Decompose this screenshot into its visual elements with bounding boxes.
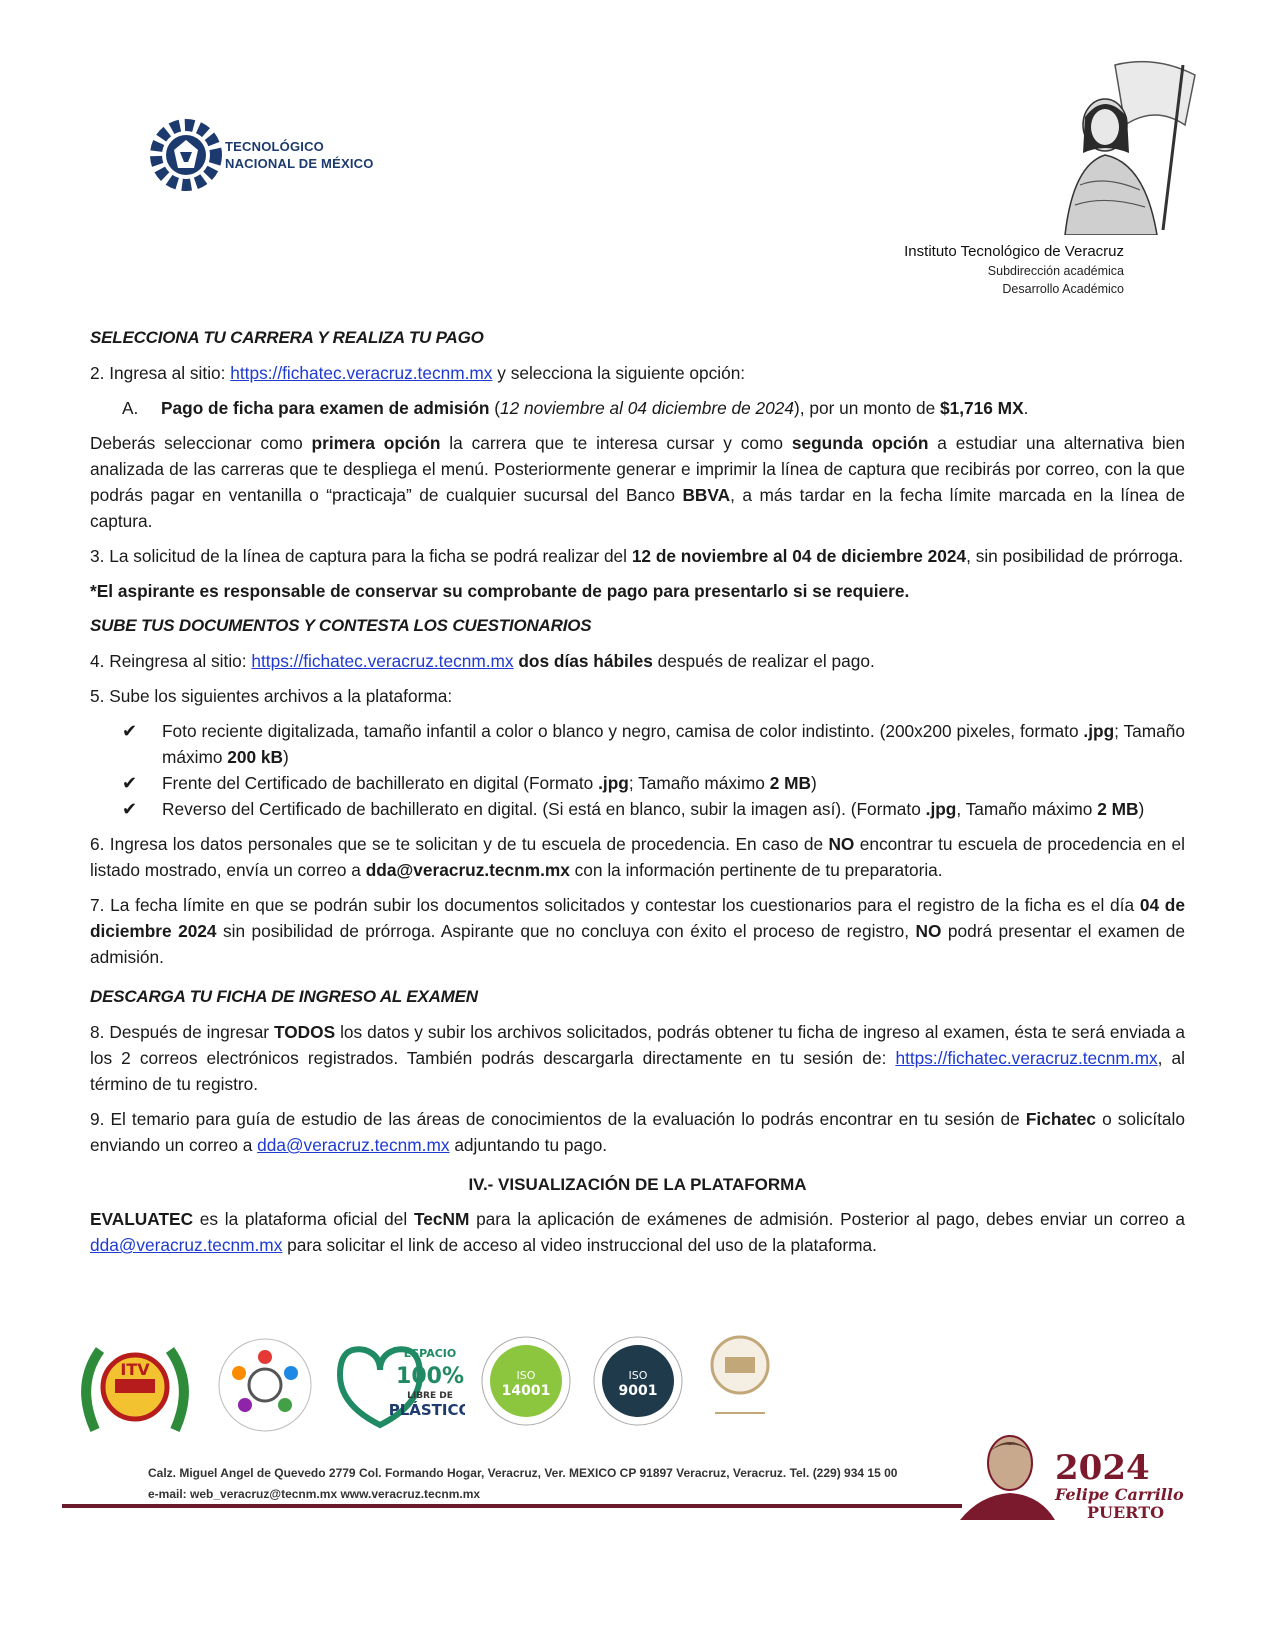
cert-front-text-2: ; Tamaño máximo [628, 773, 770, 793]
section-title-descarga: DESCARGA TU FICHA DE INGRESO AL EXAMEN [90, 987, 478, 1006]
step-7-end: podrá presentar el examen de admisión. [90, 921, 1186, 967]
cert-front-format: .jpg [598, 773, 629, 793]
itv-seal [75, 1335, 195, 1445]
step-8-todos: TODOS [274, 1022, 336, 1042]
heroine-flag-illustration [1045, 55, 1205, 235]
evaluatec-name: EVALUATEC [90, 1209, 194, 1229]
step-8-end: , al término de tu registro. [90, 1048, 1185, 1094]
evaluatec-end: para solicitar el link de acceso al video instruccional del uso de la plataforma. [282, 1235, 877, 1255]
option-a-title: Pago de ficha para examen de admisión [161, 398, 490, 418]
option-a: A. Pago de ficha para examen de admisión (12 noviembre al 04 diciembre de 2024), por un monto de $1,716 MX. [90, 395, 1185, 421]
option-a-mid: ), por un monto de [794, 398, 941, 418]
step-5: 5. Sube los siguientes archivos a la plataforma: [90, 686, 453, 706]
felipe-carrillo-portrait [960, 1425, 1055, 1530]
step-8-text: 8. Después de ingresar [90, 1022, 274, 1042]
option-a-dates: 12 noviembre al 04 diciembre de 2024 [500, 398, 794, 418]
selection-paragraph [90, 430, 1185, 534]
cert-back-format: .jpg [925, 799, 957, 819]
step-8 [90, 1019, 1185, 1097]
institution-name: Instituto Tecnológico de Veracruz [904, 243, 1124, 260]
check-icon: ✔ [122, 799, 138, 819]
iso-14001-seal [480, 1335, 572, 1432]
file-list [90, 718, 1185, 822]
step-9-end: adjuntando tu pago. [449, 1135, 608, 1155]
step-7-no: NO [915, 921, 942, 941]
section-title-plataforma: IV.- VISUALIZACIÓN DE LA PLATAFORMA [468, 1175, 807, 1194]
cert-front-text: Frente del Certificado de bachillerato en digital (Formato [162, 773, 599, 793]
institution-block [904, 242, 1124, 298]
file-photo-text-2: ; Tamaño máximo [162, 721, 1185, 767]
primera-opcion: primera opción [311, 433, 441, 453]
footer-address: Calz. Miguel Angel de Quevedo 2779 Col. Formando Hogar, Veracruz, Ver. MEXICO CP 91897 Veracruz, Veracruz. Tel. (229) 934 15 00 [148, 1466, 898, 1480]
fichatec-link-2[interactable]: https://fichatec.veracruz.tecnm.mx [251, 651, 514, 671]
libre-label: LIBRE DE [407, 1391, 453, 1401]
pct-label: 100% [396, 1364, 464, 1389]
step-7-date: 04 de diciembre 2024 [90, 895, 1185, 941]
step-4 [90, 648, 1185, 674]
step-6-no: NO [828, 834, 855, 854]
footer-contact [148, 1463, 897, 1505]
step-9-text: 9. El temario para guía de estudio de las áreas de conocimientos de la evaluación lo podrás encontrar en tu sesión de [90, 1109, 1026, 1129]
cert-front-end: ) [810, 773, 817, 793]
fichatec-link[interactable]: https://fichatec.veracruz.tecnm.mx [230, 363, 493, 383]
igualdad-laboral-seal [215, 1335, 315, 1440]
step-7-text: 7. La fecha límite en que se podrán subir los documentos solicitados y contestar los cuestionarios para el registro de la ficha es el día [90, 895, 1140, 915]
iso-label-1: ISO [516, 1369, 536, 1382]
option-a-amount: $1,716 MX [940, 398, 1024, 418]
year-2024-block [1055, 1450, 1184, 1522]
iso-label-2: ISO [628, 1369, 648, 1382]
tecnm-gear-icon [150, 100, 222, 210]
file-photo-text: Foto reciente digitalizada, tamaño infantil a color o blanco y negro, camisa de color indistinto. (200x200 pixeles, formato [162, 721, 1084, 741]
felipe-carrillo-label: Felipe Carrillo [1055, 1485, 1184, 1504]
step-6-end: con la información pertinente de tu preparatoria. [569, 860, 943, 880]
subdireccion-label: Subdirección académica [987, 264, 1124, 278]
tecnm-logo [150, 100, 380, 210]
evaluatec-text-2: para la aplicación de exámenes de admisión. Posterior al pago, debes enviar un correo a [469, 1209, 1185, 1229]
step-9 [90, 1106, 1185, 1158]
year-label: 2024 [1055, 1448, 1150, 1488]
fichatec-link-3[interactable]: https://fichatec.veracruz.tecnm.mx [895, 1048, 1158, 1068]
espacio-label: ESPACIO [403, 1347, 457, 1360]
plastico-label: PLÁSTICO [388, 1401, 465, 1419]
cert-front-size: 2 MB [769, 773, 811, 793]
step-6 [90, 831, 1185, 883]
itv-label: ITV [120, 1360, 150, 1379]
evaluatec-paragraph [90, 1206, 1185, 1258]
sel-text-4: , a más tardar en la fecha límite marcada en la línea de captura. [90, 485, 1185, 531]
step-7-text-2: sin posibilidad de prórroga. Aspirante que no concluya con éxito el proceso de registro, [216, 921, 916, 941]
file-photo-format: .jpg [1083, 721, 1115, 741]
file-photo-end: ) [283, 747, 289, 767]
puerto-label: PUERTO [1087, 1503, 1165, 1522]
file-item-cert-front [122, 770, 1185, 796]
check-icon: ✔ [122, 721, 138, 741]
file-item-cert-back [122, 796, 1185, 822]
section-title-documentos: SUBE TUS DOCUMENTOS Y CONTESTA LOS CUESTIONARIOS [90, 616, 592, 635]
sel-text-2: la carrera que te interesa cursar y como [440, 433, 792, 453]
espacio-libre-plastico-seal [330, 1335, 465, 1435]
step-2-text: 2. Ingresa al sitio: [90, 363, 231, 383]
cert-back-text: Reverso del Certificado de bachillerato en digital. (Si está en blanco, subir la imagen así). (Formato [162, 799, 926, 819]
step-6-text-2: encontrar tu escuela de procedencia en el listado mostrado, envía un correo a [90, 834, 1186, 880]
evaluatec-text: es la plataforma oficial del [193, 1209, 414, 1229]
step-3-dates: 12 de noviembre al 04 de diciembre 2024 [631, 546, 967, 566]
dda-email-link-2[interactable]: dda@veracruz.tecnm.mx [90, 1235, 283, 1255]
bank-name: BBVA [682, 485, 731, 505]
cert-back-size: 2 MB [1097, 799, 1139, 819]
gestion-energia-seal [705, 1335, 775, 1435]
step-4-days: dos días hábiles [513, 651, 653, 671]
cert-back-text-2: , Tamaño máximo [956, 799, 1098, 819]
document-body [90, 325, 1185, 1267]
step-6-email: dda@veracruz.tecnm.mx [365, 860, 570, 880]
sel-text-3: a estudiar una alternativa bien analizada de las carreras que te despliega el menú. Posteriormente generar e imprimir la línea de captura que recibirás por correo, con la que podrás pagar en ventanilla o “practicaja” de cualquier sucursal del Banco [90, 433, 1185, 505]
file-item-photo [122, 718, 1185, 770]
iso-14001-label: 14001 [501, 1383, 551, 1399]
logo-line-1: TECNOLÓGICO [225, 139, 324, 154]
check-icon: ✔ [122, 773, 138, 793]
step-8-text-2: los datos y subir los archivos solicitados, podrás obtener tu ficha de ingreso al examen, ésta te será enviada a los 2 correos electrónicos registrados. También podrás descargarla directamente en tu sesión de: [90, 1022, 1185, 1068]
step-9-fichatec: Fichatec [1025, 1109, 1096, 1129]
iso-9001-seal [592, 1335, 684, 1432]
segunda-opcion: segunda opción [791, 433, 929, 453]
footer-divider [62, 1504, 962, 1508]
option-a-letter: A. [122, 398, 139, 418]
tecnm-name: TecNM [413, 1209, 470, 1229]
iso-9001-label: 9001 [618, 1383, 658, 1399]
step-2 [90, 360, 1185, 386]
desarrollo-label: Desarrollo Académico [1002, 282, 1124, 296]
step-4-text: 4. Reingresa al sitio: [90, 651, 252, 671]
logo-line-2: NACIONAL DE MÉXICO [225, 156, 374, 171]
step-4-end: después de realizar el pago. [652, 651, 875, 671]
step-3-end: , sin posibilidad de prórroga. [966, 546, 1184, 566]
dda-email-link[interactable]: dda@veracruz.tecnm.mx [257, 1135, 450, 1155]
step-3-text: 3. La solicitud de la línea de captura para la ficha se podrá realizar del [90, 546, 632, 566]
file-photo-size: 200 kB [227, 747, 284, 767]
section-title-pago: SELECCIONA TU CARRERA Y REALIZA TU PAGO [90, 328, 484, 347]
step-9-text-2: o solicítalo enviando un correo a [90, 1109, 1185, 1155]
cert-back-end: ) [1138, 799, 1145, 819]
sel-text-1: Deberás seleccionar como [90, 433, 312, 453]
footer-email-web: e-mail: web_veracruz@tecnm.mx www.veracruz.tecnm.mx [148, 1487, 481, 1501]
step-2-text-end: y selecciona la siguiente opción: [492, 363, 746, 383]
step-7 [90, 892, 1185, 970]
step-3 [90, 543, 1185, 569]
step-6-text: 6. Ingresa los datos personales que se te solicitan y de tu escuela de procedencia. En caso de [90, 834, 829, 854]
payment-note: *El aspirante es responsable de conservar su comprobante de pago para presentarlo si se requiere. [90, 581, 910, 601]
